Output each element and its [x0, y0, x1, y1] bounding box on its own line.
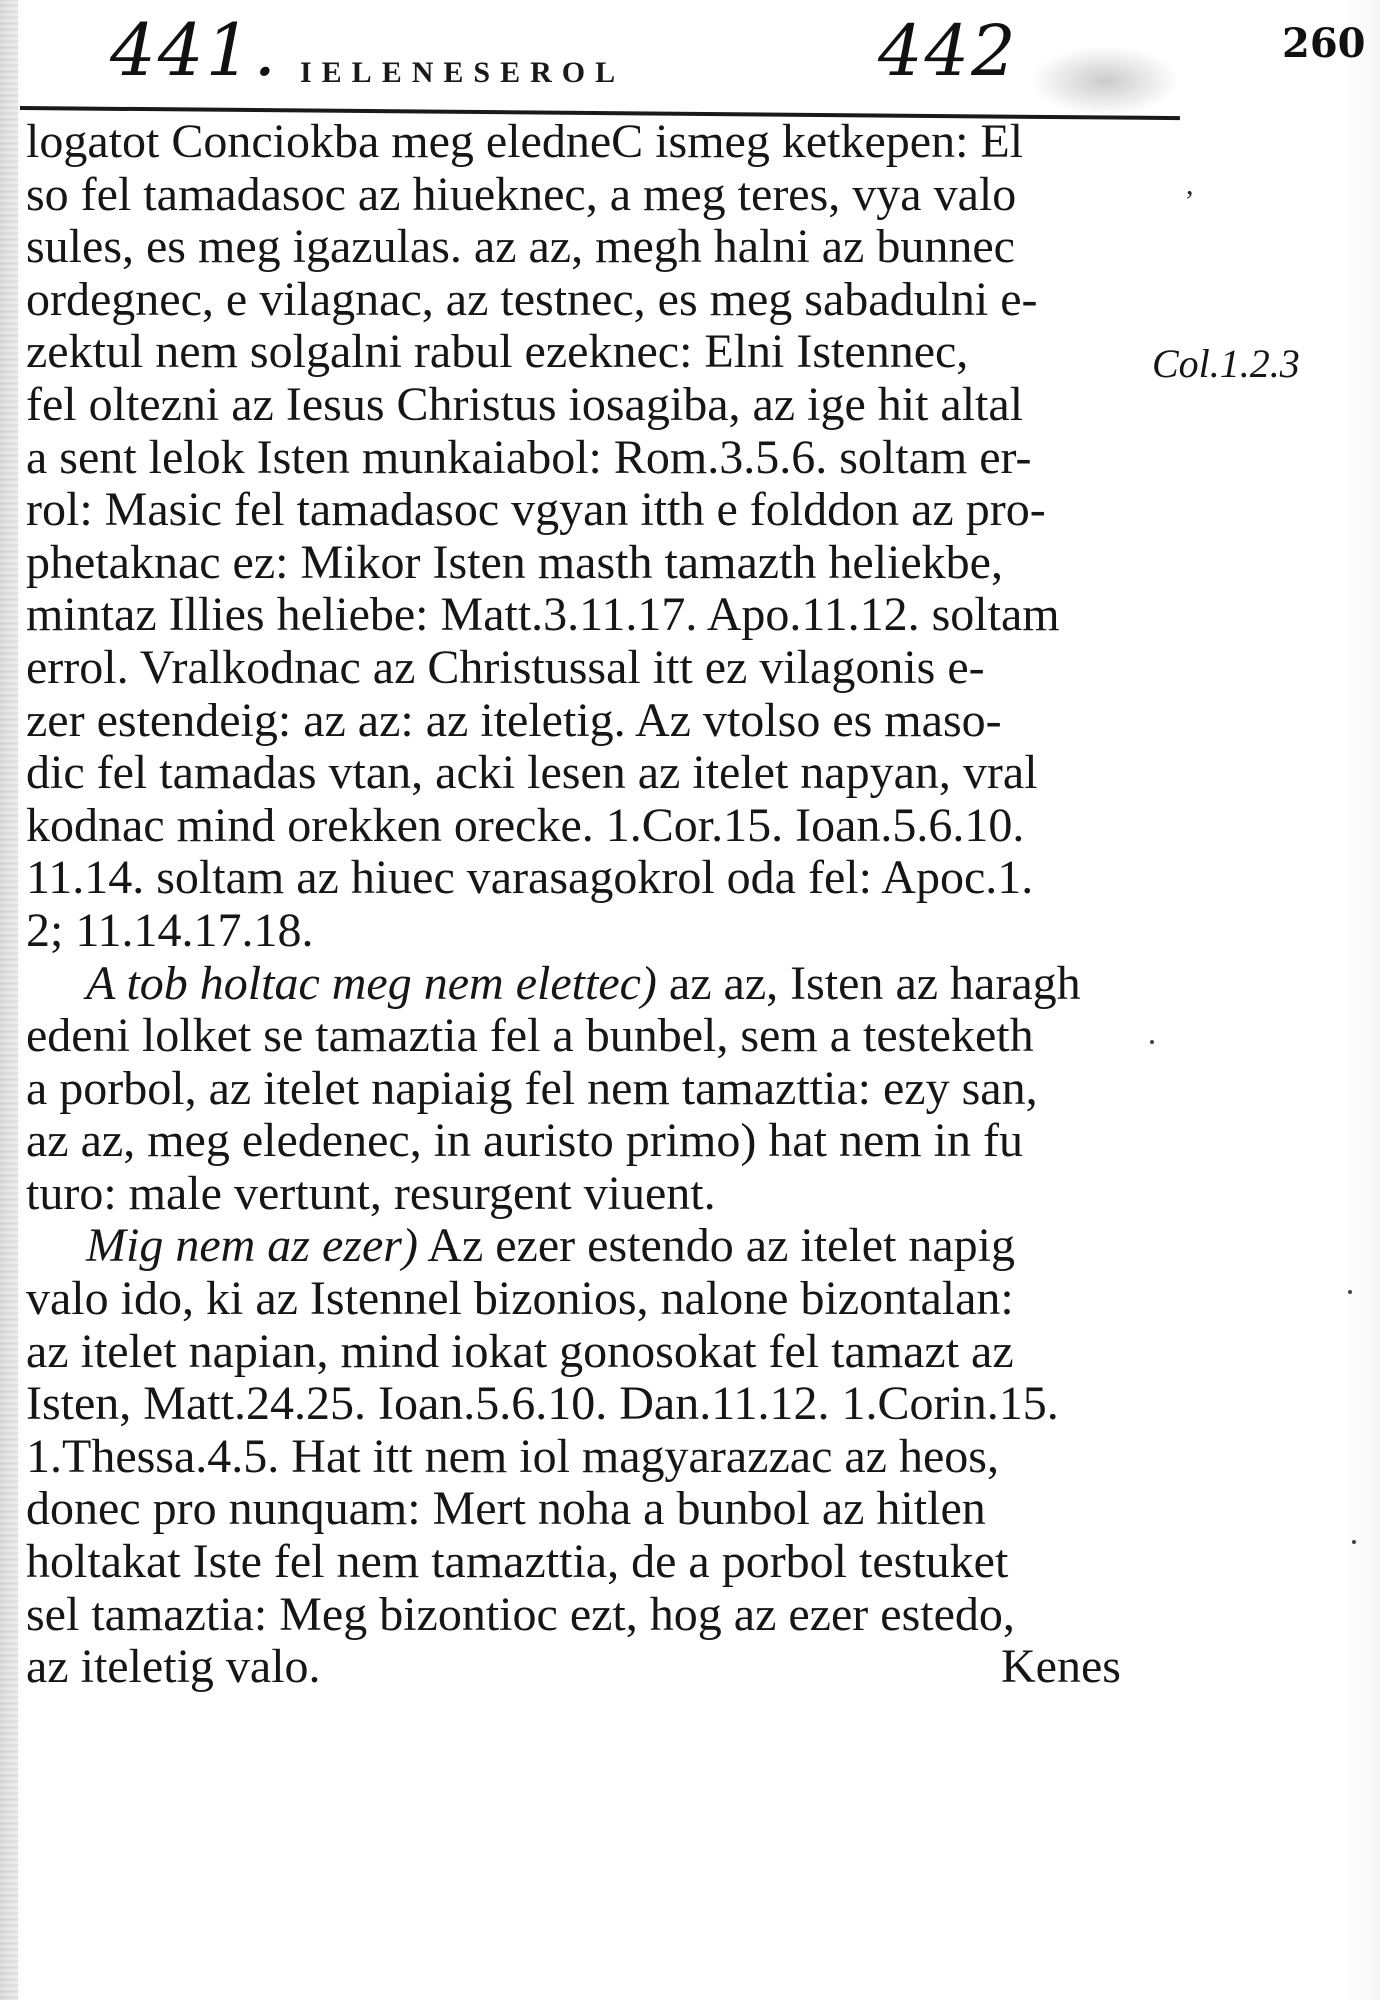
text-line: mintaz Illies heliebe: Matt.3.11.17. Apo.11.12. soltam: [26, 588, 1060, 642]
text-line: logatot Conciokba meg eledneC ismeg ketkepen: El: [26, 115, 1024, 168]
lemma: A tob holtac meg nem elettec): [86, 956, 657, 1010]
text-line: az az, meg eledenec, in auristo primo) hat nem in fu: [26, 1114, 1023, 1168]
margin-mark: ,: [1186, 168, 1194, 201]
paragraph-3-first-line: [26, 1220, 1136, 1273]
binding-gutter-shadow: [0, 0, 18, 2000]
text-line: phetaknac ez: Mikor Isten masth tamazth heliekbe,: [26, 535, 1003, 589]
text-line: 11.14. soltam az hiuec varasagokrol oda fel: Apoc.1.: [26, 851, 1034, 905]
text-line: kodnac mind orekken orecke. 1.Cor.15. Ioan.5.6.10.: [26, 798, 1025, 852]
text-span: Az ezer estendo az itelet napig: [417, 1219, 1015, 1273]
ink-speck: [1352, 1540, 1356, 1544]
text-line: valo ido, ki az Istennel bizonios, nalone bizontalan:: [26, 1272, 1014, 1326]
text-span: az az, Isten az haragh: [656, 956, 1081, 1010]
text-line: errol. Vralkodnac az Christussal itt ez vilagonis e-: [26, 640, 985, 694]
text-line: 2; 11.14.17.18.: [26, 903, 314, 957]
last-line-with-catchword: [26, 1641, 1136, 1694]
margin-note: Col.1.2.3: [1152, 341, 1300, 386]
folio-number: 260: [1282, 20, 1366, 67]
text-line: sules, es meg igazulas. az az, megh halni az bunnec: [26, 220, 1015, 274]
ink-speck: [1348, 1290, 1352, 1294]
text-line: turo: male vertunt, resurgent viuent.: [26, 1166, 716, 1220]
text-line: ordegnec, e vilagnac, az testnec, es meg sabadulni e-: [26, 272, 1038, 326]
text-line: sel tamaztia: Meg bizontioc ezt, hog az ezer estedo,: [26, 1587, 1015, 1641]
text-line: holtakat Iste fel nem tamazttia, de a porbol testuket: [26, 1535, 1009, 1589]
text-line: edeni lolket se tamaztia fel a bunbel, sem a testeketh: [26, 1009, 1034, 1063]
lemma: Mig nem az ezer): [86, 1219, 418, 1273]
text-line: zer estendeig: az az: az iteletig. Az vtolso es maso-: [26, 693, 1002, 747]
handwritten-page-number-right: 442: [878, 10, 1018, 92]
text-line: az itelet napian, mind iokat gonosokat fel tamazt az: [26, 1324, 1014, 1378]
text-line: 1.Thessa.4.5. Hat itt nem iol magyarazzac az heos,: [26, 1429, 999, 1483]
text-line: donec pro nunquam: Mert noha a bunbol az hitlen: [26, 1482, 986, 1536]
body-text: [26, 116, 1136, 1694]
text-line: Isten, Matt.24.25. Ioan.5.6.10. Dan.11.12. 1.Corin.15.: [26, 1377, 1059, 1431]
running-head: IELENESEROL: [300, 56, 626, 89]
text-line: so fel tamadasoc az hiueknec, a meg teres, vya valo: [26, 167, 1017, 221]
handwritten-page-number-left: 441.: [110, 8, 279, 92]
paragraph-2-first-line: [26, 958, 1136, 1011]
text-line: zektul nem solgalni rabul ezeknec: Elni Istennec,: [26, 325, 969, 379]
ink-smudge: [1030, 46, 1180, 116]
text-line: rol: Masic fel tamadasoc vgyan itth e folddon az pro-: [26, 483, 1046, 537]
text-line: fel oltezni az Iesus Christus iosagiba, az ige hit altal: [26, 377, 1024, 431]
catchword: Kenes: [1001, 1640, 1121, 1694]
ink-speck: [1150, 1040, 1154, 1044]
text-span: az iteletig valo.: [26, 1640, 321, 1694]
text-line: dic fel tamadas vtan, acki lesen az itelet napyan, vral: [26, 746, 1038, 800]
text-line: a porbol, az itelet napiaig fel nem tamazttia: ezy san,: [26, 1061, 1038, 1115]
text-line: a sent lelok Isten munkaiabol: Rom.3.5.6. soltam er-: [26, 430, 1032, 484]
